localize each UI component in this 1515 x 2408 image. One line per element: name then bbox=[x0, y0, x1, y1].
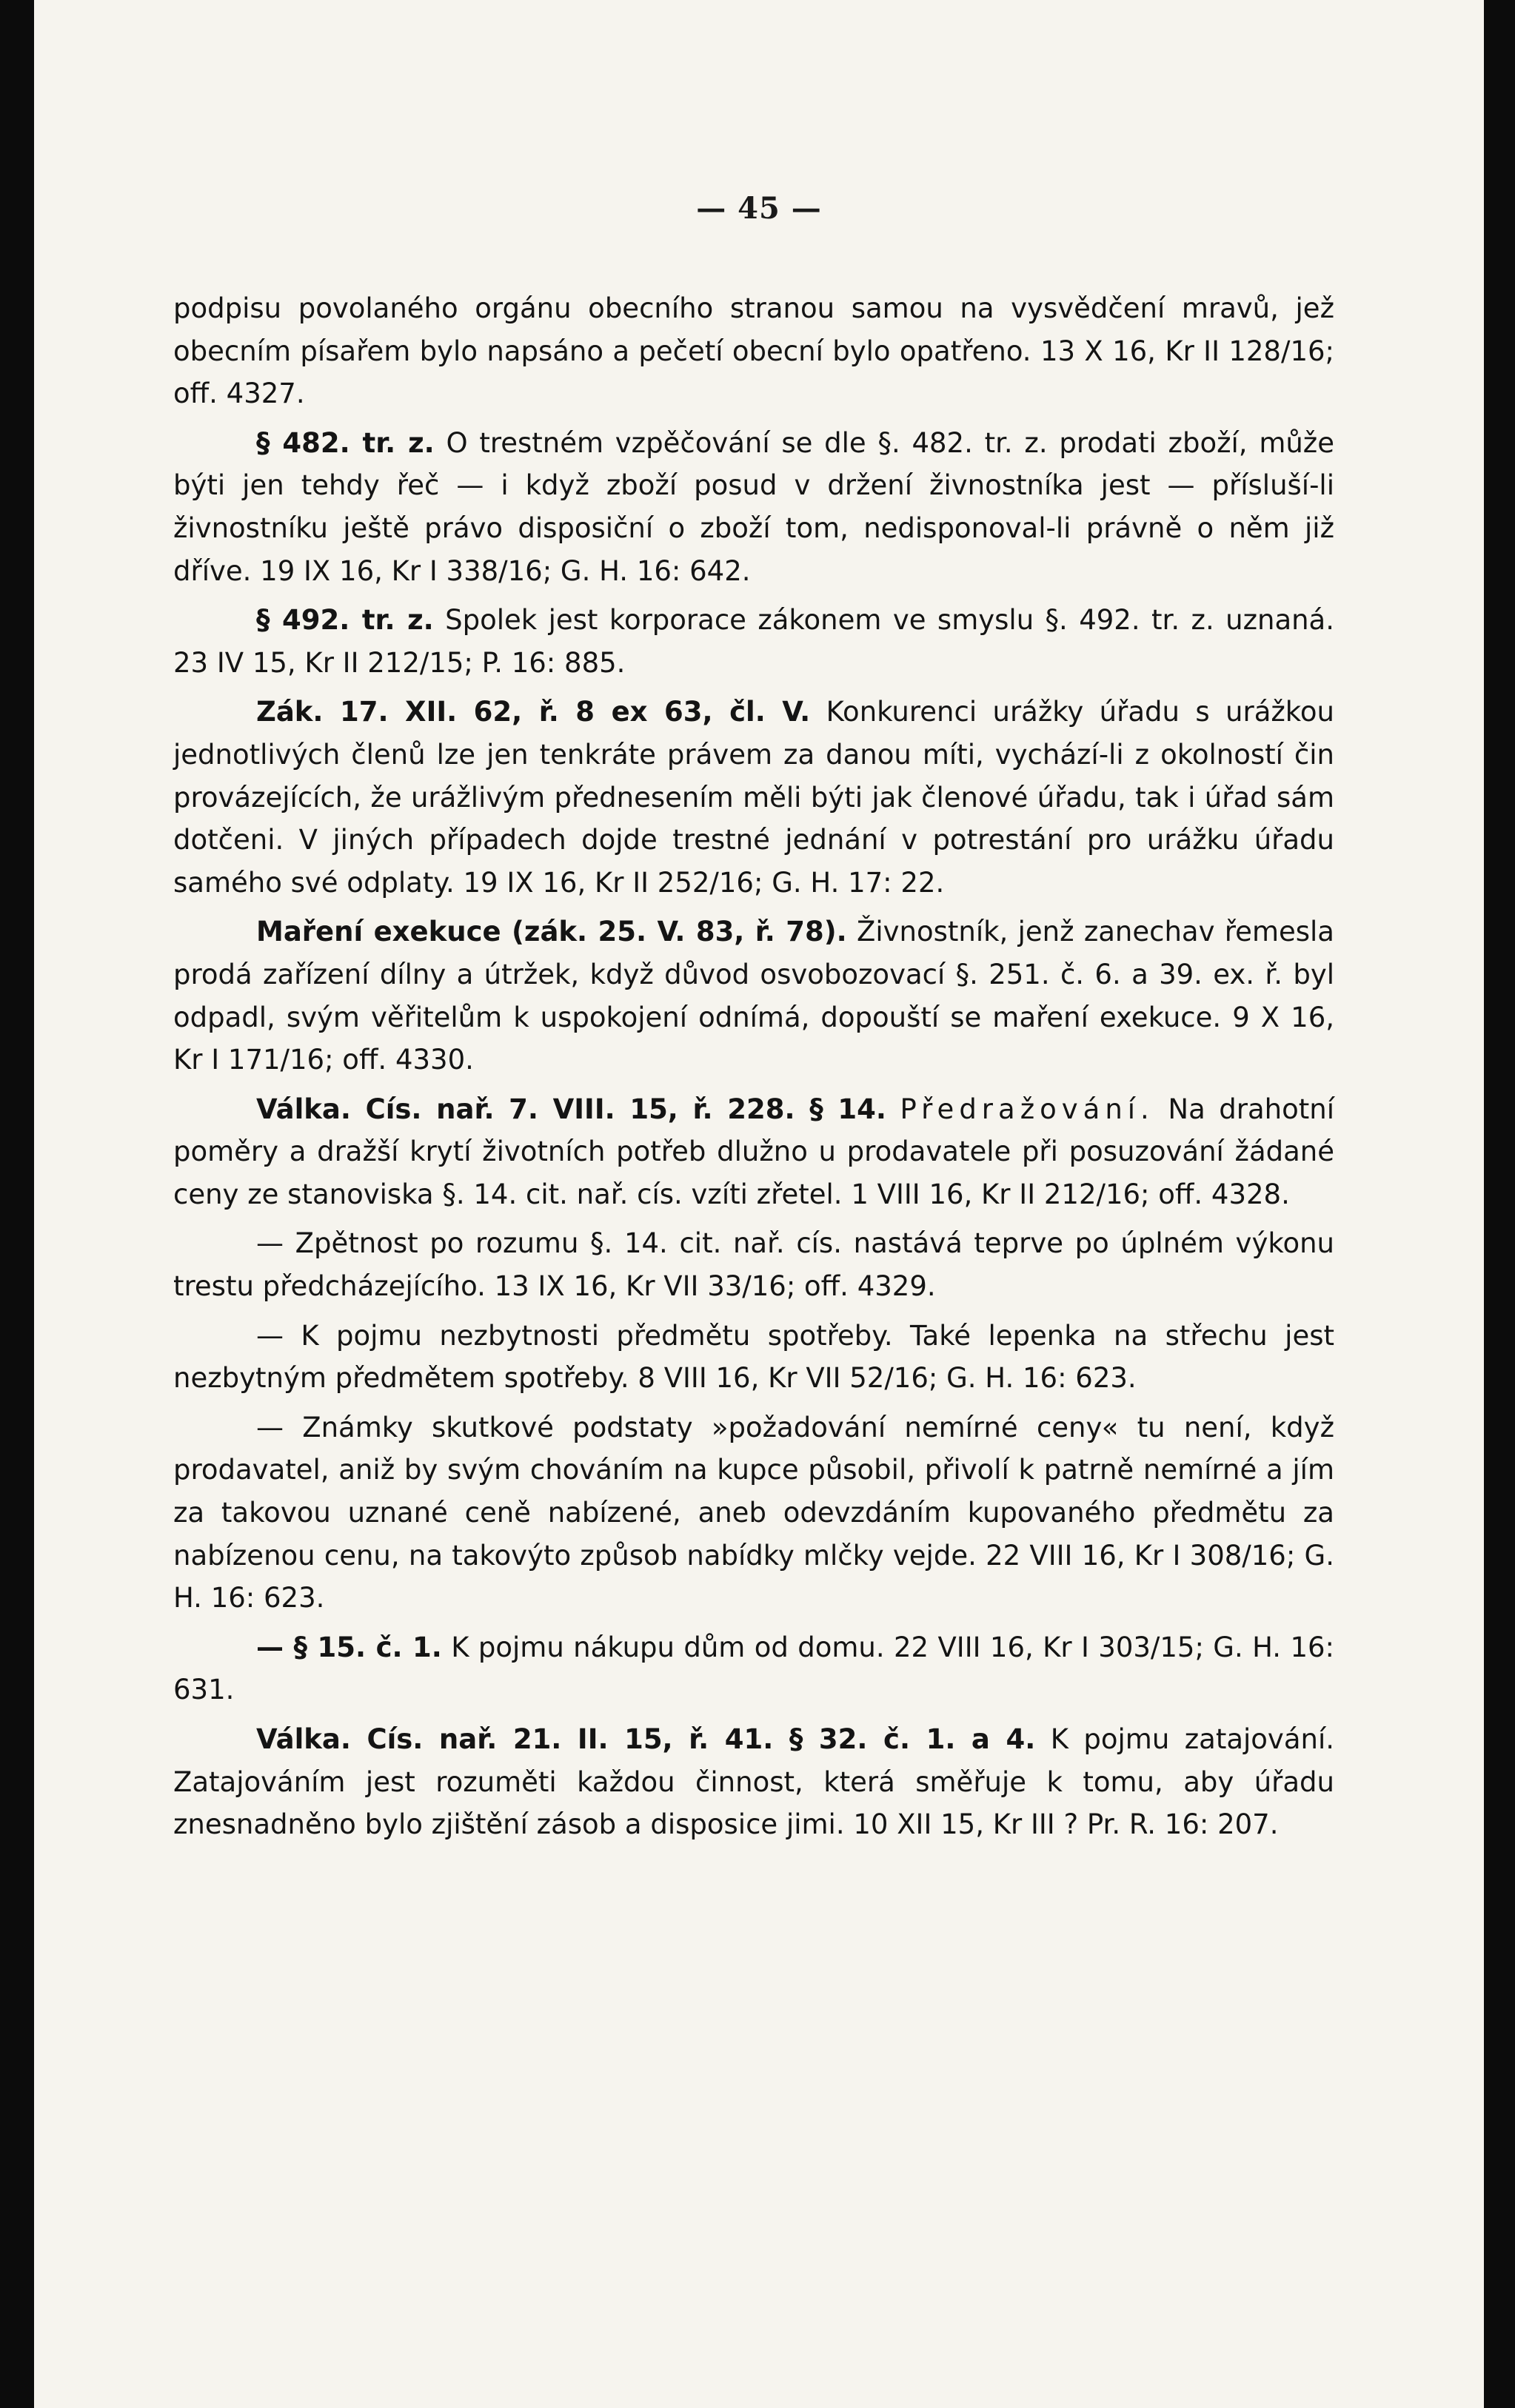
paragraph-text: podpisu povolaného orgánu obecního stranou samou na vysvědčení mravů, jež obecním písařem bylo napsáno a pečetí obecní bylo opatřeno. 13 X 16, Kr II 128/16; off. 4327. bbox=[173, 292, 1334, 410]
paragraph-heading: § 492. tr. z. bbox=[256, 604, 434, 637]
paragraph-6 bbox=[173, 1088, 1334, 1216]
paragraph-heading: Válka. Cís. nař. 21. II. 15, ř. 41. § 32. č. 1. a 4. bbox=[256, 1723, 1036, 1755]
paragraph-text: Spolek jest korporace zákonem ve smyslu §. 492. tr. z. uznaná. 23 IV 15, Kr II 212/15; P. 16: 885. bbox=[173, 604, 1334, 679]
document-page bbox=[34, 0, 1484, 2408]
paragraph-heading: Zák. 17. XII. 62, ř. 8 ex 63, čl. V. bbox=[256, 696, 811, 728]
paragraph-text: — Známky skutkové podstaty »požadování nemírné ceny« tu není, když prodavatel, aniž by svým chováním na kupce působil, přivolí k patrně nemírné a jím za takovou uznané ceně nabízené, aneb odevzdáním kupovaného předmětu za nabízenou cenu, na takovýto způsob nabídky mlčky vejde. 22 VIII 16, Kr I 308/16; G. H. 16: 623. bbox=[173, 1411, 1334, 1614]
paragraph-heading: Maření exekuce (zák. 25. V. 83, ř. 78). bbox=[256, 916, 847, 948]
paragraph-text: Živnostník, jenž zanechav řemesla prodá zařízení dílny a útržek, když důvod osvobozovací §. 251. č. 6. a 39. ex. ř. byl odpadl, svým věřitelům k uspokojení odnímá, dopouští se maření exekuce. 9 X 16, Kr I 171/16; off. 4330. bbox=[173, 916, 1334, 1076]
paragraph-text: — Zpětnost po rozumu §. 14. cit. nař. cís. nastává teprve po úplném výkonu trestu předcházejícího. 13 IX 16, Kr VII 33/16; off. 4329. bbox=[173, 1227, 1334, 1303]
paragraph-3 bbox=[173, 599, 1334, 684]
paragraph-5 bbox=[173, 910, 1334, 1081]
paragraph-heading: § 482. tr. z. bbox=[256, 426, 435, 459]
paragraph-text: — K pojmu nezbytnosti předmětu spotřeby. Také lepenka na střechu jest nezbytným předmětem spotřeby. 8 VIII 16, Kr VII 52/16; G. H. 16: 623. bbox=[173, 1319, 1334, 1395]
paragraph-text: K pojmu zatajování. Zatajováním jest rozuměti každou činnost, která směřuje k tomu, aby úřadu znesnadněno bylo zjištění zásob a disposice jimi. 10 XII 15, Kr III ? Pr. R. 16: 207. bbox=[173, 1723, 1334, 1841]
paragraph-heading: Válka. Cís. nař. 7. VIII. 15, ř. 228. § 14. bbox=[256, 1093, 886, 1125]
paragraph-7 bbox=[173, 1222, 1334, 1307]
paragraph-text: Na drahotní poměry a dražší krytí životních potřeb dlužno u prodavatele při posuzování žádané ceny ze stanoviska §. 14. cit. nař. cís. vzíti zřetel. 1 VIII 16, Kr II 212/16; off. 4328. bbox=[173, 1093, 1334, 1210]
paragraph-text: K pojmu nákupu dům od domu. 22 VIII 16, Kr I 303/15; G. H. 16: 631. bbox=[173, 1631, 1334, 1706]
page-number: — 45 — bbox=[696, 191, 822, 226]
paragraph-heading: — § 15. č. 1. bbox=[256, 1631, 442, 1663]
paragraph-text: Konkurenci urážky úřadu s urážkou jednotlivých členů lze jen tenkráte právem za danou míti, vychází-li z okolností čin provázejících, že urážlivým přednesením měli býti jak členové úřadu, tak i úřad sám dotčeni. V jiných případech dojde trestné jednání v potrestání pro urážku úřadu samého své odplaty. 19 IX 16, Kr II 252/16; G. H. 17: 22. bbox=[173, 696, 1334, 899]
body-text bbox=[173, 287, 1334, 1853]
paragraph-text: O trestném vzpěčování se dle §. 482. tr. z. prodati zboží, může býti jen tehdy řeč — i když zboží posud v držení živnostníka jest — přísluší-li živnostníku ještě právo disposiční o zboží tom, nedisponoval-li právně o něm již dříve. 19 IX 16, Kr I 338/16; G. H. 16: 642. bbox=[173, 426, 1334, 587]
paragraph-2 bbox=[173, 422, 1334, 592]
paragraph-9 bbox=[173, 1406, 1334, 1620]
paragraph-4 bbox=[173, 691, 1334, 904]
paragraph-1 bbox=[173, 287, 1334, 415]
spaced-term: Předražování. bbox=[900, 1093, 1154, 1125]
paragraph-10 bbox=[173, 1626, 1334, 1711]
paragraph-11 bbox=[173, 1718, 1334, 1846]
paragraph-8 bbox=[173, 1315, 1334, 1400]
